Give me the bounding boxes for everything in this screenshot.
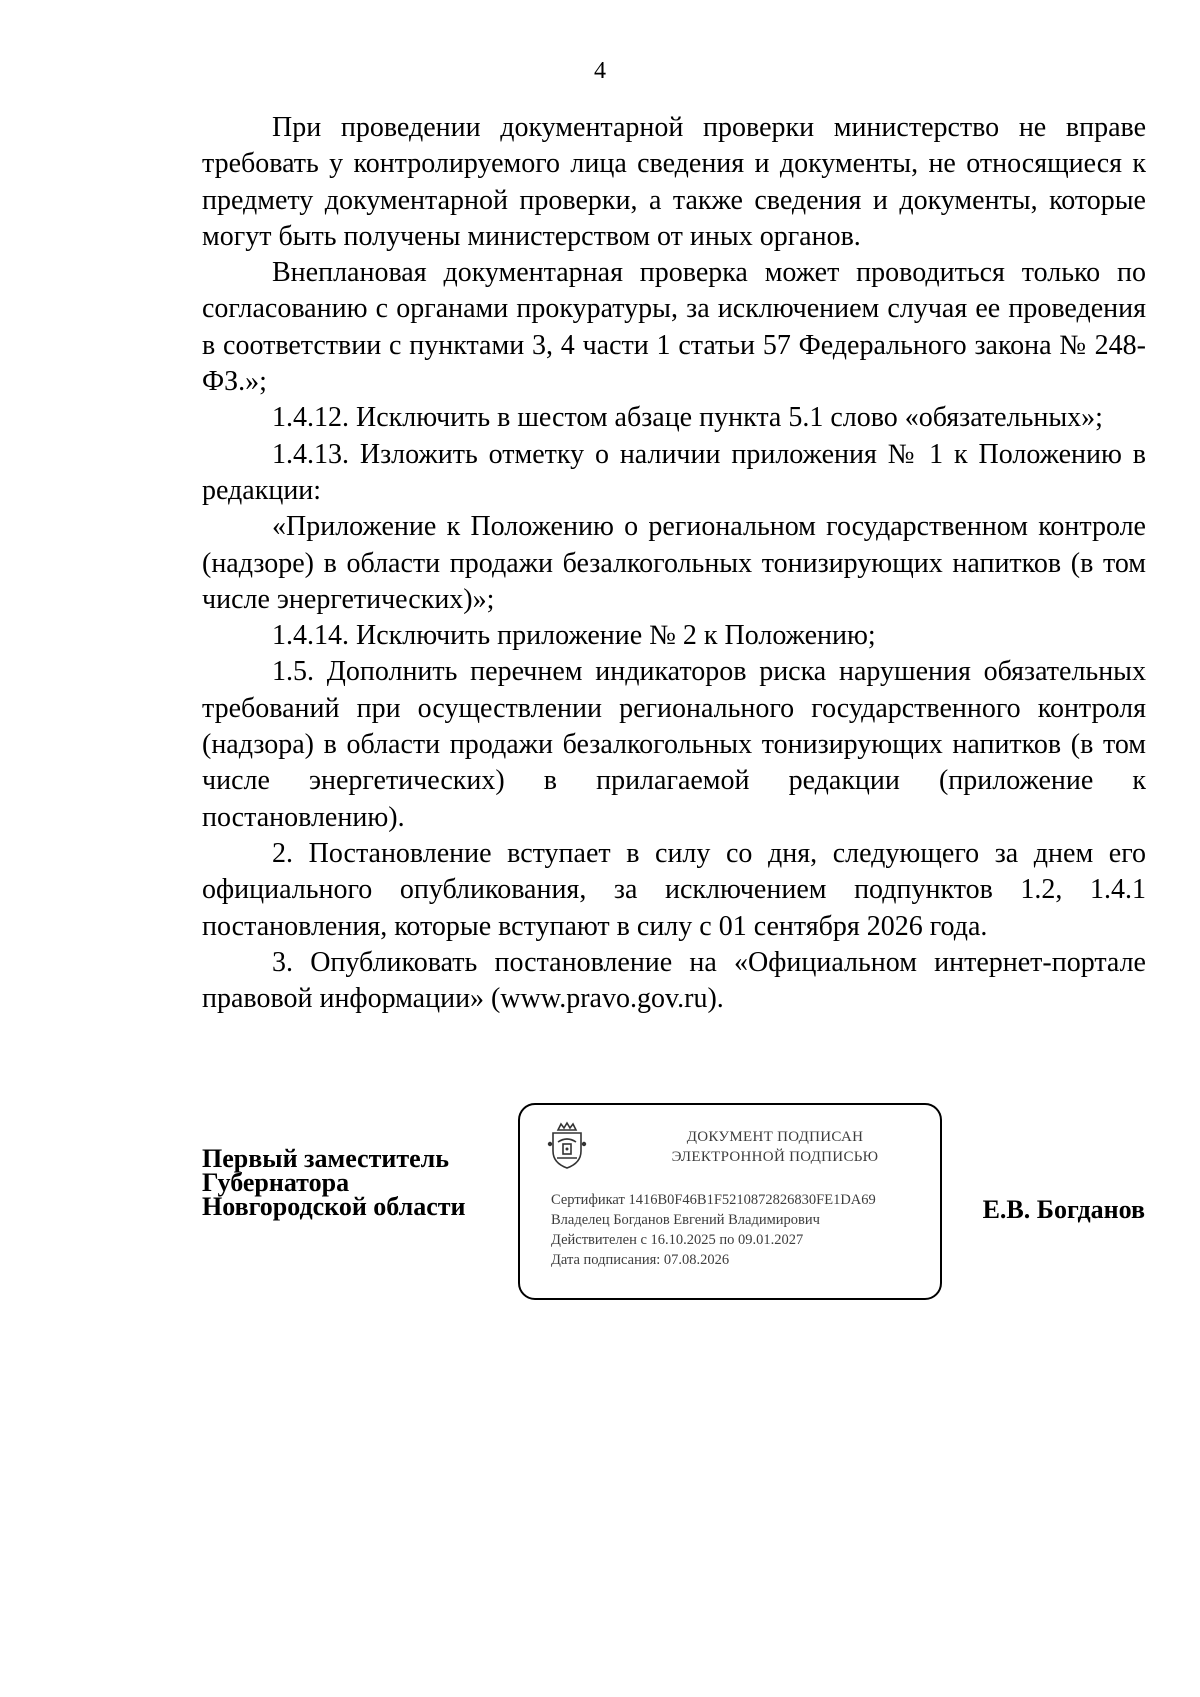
paragraph-1-4-13: 1.4.13. Изложить отметку о наличии приложения № 1 к Положению в редакции: bbox=[202, 438, 1146, 506]
document-body bbox=[202, 110, 1146, 1017]
paragraph-documentary-check: При проведении документарной проверки министерство не вправе требовать у контролируемого лица сведения и документы, не относящиеся к предмету документарной проверки, а также сведения и документы, которые могут быть получены министерством от иных органов. bbox=[202, 112, 1146, 252]
paragraph-1-4-14: 1.4.14. Исключить приложение № 2 к Положению; bbox=[272, 620, 876, 652]
certificate-validity: Действителен с 16.10.2025 по 09.01.2027 bbox=[551, 1232, 804, 1248]
signing-date: Дата подписания: 07.08.2026 bbox=[551, 1252, 730, 1268]
paragraph-unscheduled-check: Внеплановая документарная проверка может проводиться только по согласованию с органами прокуратуры, за исключением случая ее проведения в соответствии с пунктами 3, 4 части 1 статьи 57 Федерального закона № 248-ФЗ.»; bbox=[202, 257, 1146, 398]
coat-of-arms-icon bbox=[546, 1120, 588, 1170]
stamp-heading-line: ЭЛЕКТРОННОЙ ПОДПИСЬЮ bbox=[671, 1149, 879, 1165]
paragraph-appendix-title: «Приложение к Положению о региональном государственном контроле (надзоре) в области продажи безалкогольных тонизирующих напитков (в том числе энергетических)»; bbox=[202, 511, 1146, 615]
stamp-heading-line: ДОКУМЕНТ ПОДПИСАН bbox=[686, 1129, 864, 1145]
signatory-name: Е.В. Богданов bbox=[982, 1195, 1145, 1224]
paragraph-3: 3. Опубликовать постановление на «Официальном интернет-портале правовой информации» (www.pravo.gov.ru). bbox=[202, 946, 1146, 1015]
paragraph-1-5: 1.5. Дополнить перечнем индикаторов риска нарушения обязательных требований при осуществлении регионального государственного контроля (надзора) в области продажи безалкогольных тонизирующих напитков (в том числе энергетических) в прилагаемой редакции (приложение к постановлению). bbox=[202, 656, 1146, 833]
signatory-title-line: Новгородской области bbox=[202, 1192, 466, 1221]
stamp-details bbox=[551, 1190, 876, 1270]
stamp-heading bbox=[630, 1127, 920, 1167]
certificate-number: Сертификат 1416B0F46B1F5210872826830FE1DA69 bbox=[551, 1192, 876, 1208]
signatory-title-line: Губернатора bbox=[202, 1168, 350, 1197]
electronic-signature-stamp bbox=[518, 1103, 942, 1300]
signatory-title-line: Первый заместитель bbox=[202, 1144, 449, 1173]
page-number: 4 bbox=[594, 58, 606, 84]
signatory-title bbox=[202, 1144, 466, 1221]
certificate-owner: Владелец Богданов Евгений Владимирович bbox=[551, 1212, 820, 1228]
paragraph-2: 2. Постановление вступает в силу со дня, следующего за днем его официального опубликования, за исключением подпунктов 1.2, 1.4.1 постановления, которые вступают в силу с 01 сентября 2026 года. bbox=[202, 837, 1146, 942]
paragraph-1-4-12: 1.4.12. Исключить в шестом абзаце пункта 5.1 слово «обязательных»; bbox=[272, 402, 1103, 434]
